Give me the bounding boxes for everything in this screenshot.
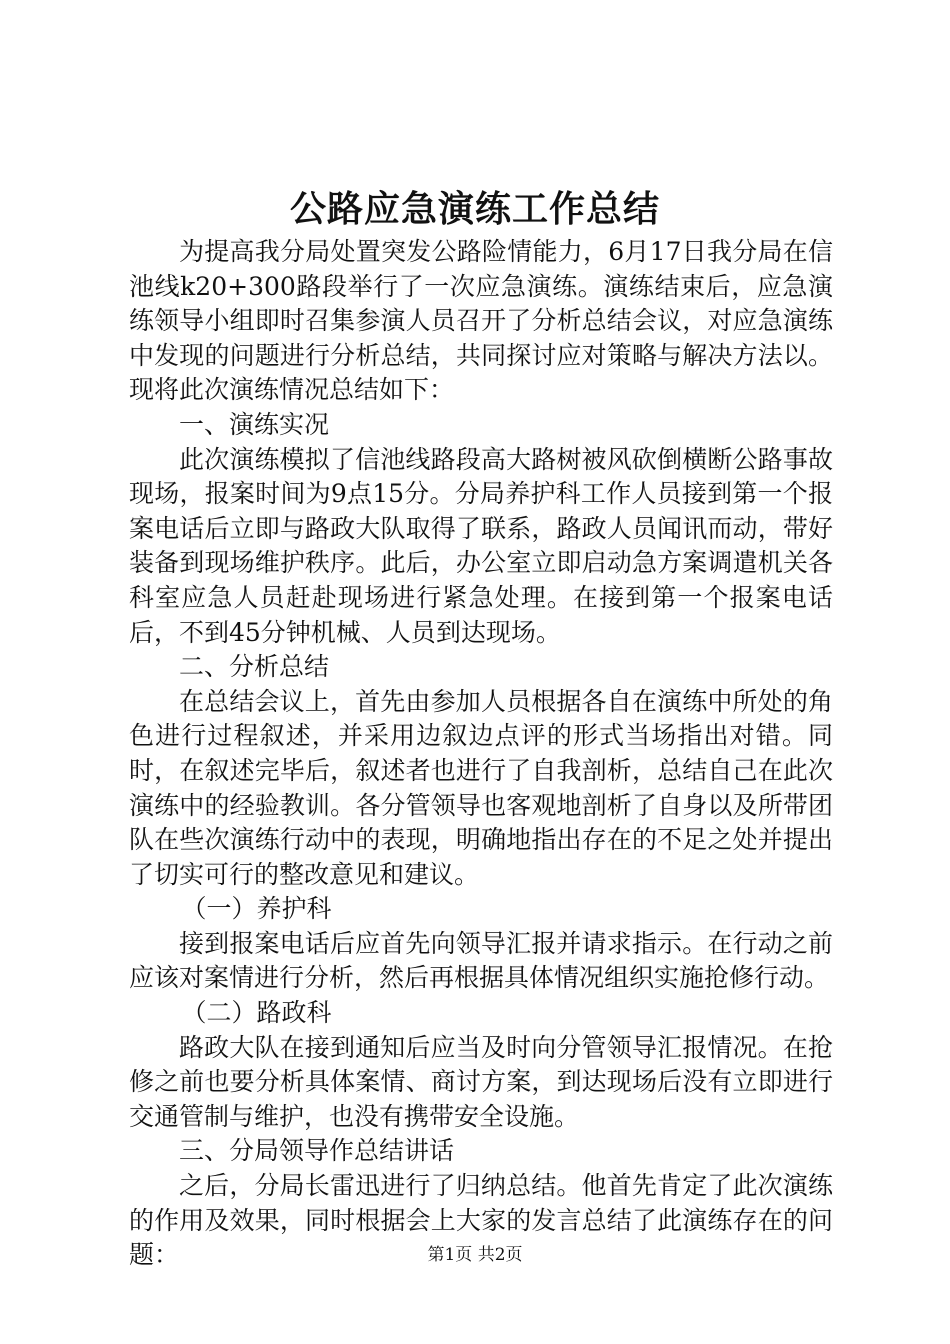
subsection-heading-maintenance: （一）养护科 [181,894,332,924]
analysis-paragraph: 在总结会议上，首先由参加人员根据各自在演练中所处的角色进行过程叙述，并采用边叙边点评的形式当场指出对错。同时，在叙述完毕后，叙述者也进行了自我剖析，总结自己在此次演练中的经验教训。各分管领导也客观地剖析了自身以及所带团队在些次演练行动中的表现，明确地指出存在的不足之处并提出了切实可行的整改意见和建议。 [129,686,833,889]
maintenance-paragraph: 接到报案电话后应首先向领导汇报并请求指示。在行动之前应该对案情进行分析，然后再根据具体情况组织实施抢修行动。 [129,928,833,993]
section-heading-drill-overview: 一、演练实况 [179,409,330,439]
intro-paragraph: 为提高我分局处置突发公路险情能力，6月17日我分局在信池线k20+300路段举行了一次应急演练。演练结束后，应急演练领导小组即时召集参演人员召开了分析总结会议，对应急演练中发现的问题进行分析总结，共同探讨应对策略与解决方法以。现将此次演练情况总结如下： [129,237,833,405]
leader-summary-paragraph: 之后，分局长雷迅进行了归纳总结。他首先肯定了此次演练的作用及效果，同时根据会上大家的发言总结了此演练存在的问题： [129,1171,833,1270]
section-heading-analysis: 二、分析总结 [179,652,330,682]
drill-overview-paragraph: 此次演练模拟了信池线路段高大路树被风砍倒横断公路事故现场，报案时间为9点15分。分局养护科工作人员接到第一个报案电话后立即与路政大队取得了联系，路政人员闻讯而动，带好装备到现场维护秩序。此后，办公室立即启动急方案调遣机关各科室应急人员赶赴现场进行紧急处理。在接到第一个报案电话后，不到45分钟机械、人员到达现场。 [129,444,833,647]
document-body [129,235,833,1273]
page-number-footer: 第1页 共2页 [427,1245,523,1265]
road-administration-paragraph: 路政大队在接到通知后应当及时向分管领导汇报情况。在抢修之前也要分析具体案情、商讨方案，到达现场后没有立即进行交通管制与维护，也没有携带安全设施。 [129,1032,833,1131]
subsection-heading-road-administration: （二）路政科 [181,998,332,1028]
section-heading-leader-summary: 三、分局领导作总结讲话 [179,1136,455,1166]
document-title: 公路应急演练工作总结 [289,188,660,230]
